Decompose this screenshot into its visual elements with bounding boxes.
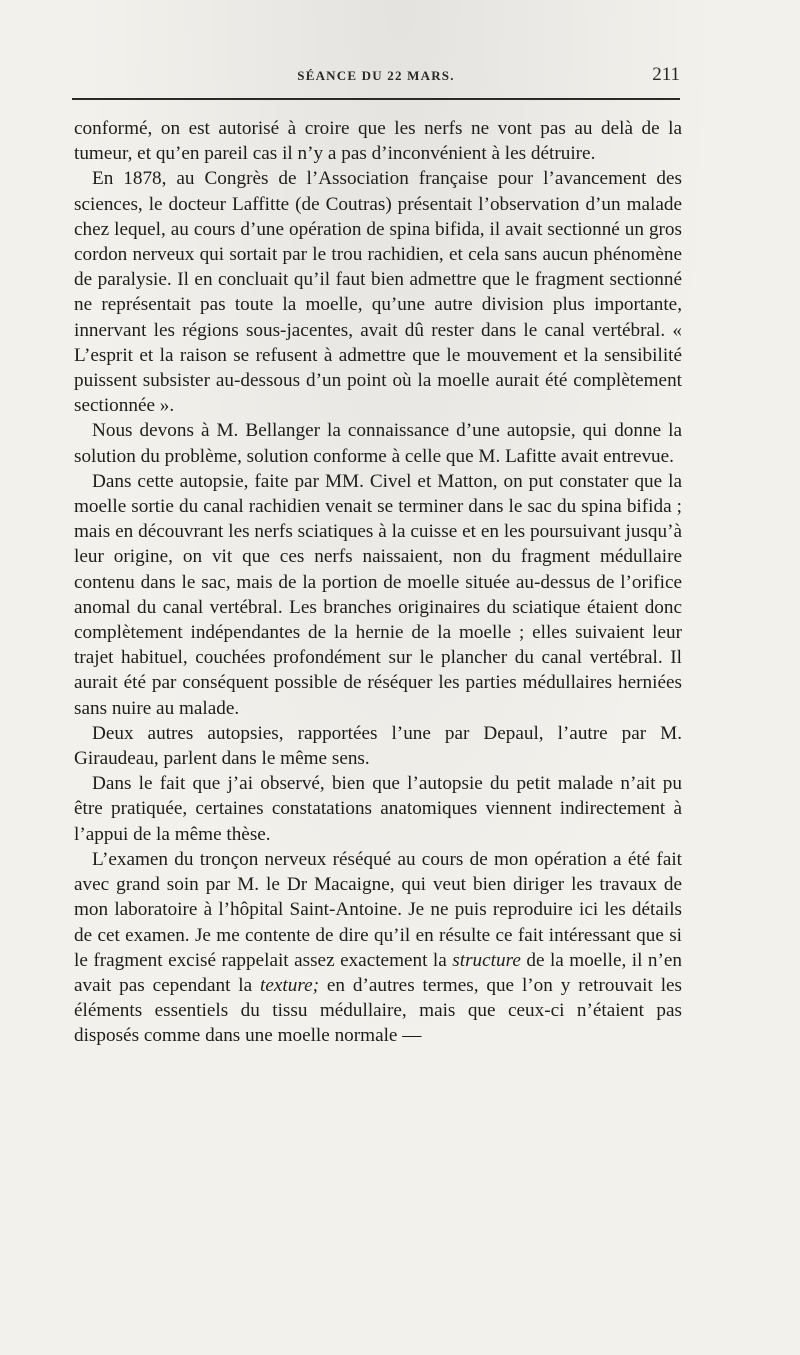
paragraph-text: L’examen du tronçon nerveux réséqué au cours de mon opération a été fait avec grand soin par M. le Dr Macaigne, qui veut bien diriger les travaux de mon laboratoire à l’hôpital Saint-Antoine. Je ne puis reproduire ici les détails de cet examen. Je me contente de dire qu’il en résulte ce fait intéressant que si le fragment excisé rappelait assez exactement la [74, 848, 682, 971]
italic-word-structure: structure [452, 949, 521, 971]
paragraph: En 1878, au Congrès de l’Association française pour l’avancement des sciences, le docteur Laffitte (de Coutras) présentait l’observation d’un malade chez lequel, au cours d’une opération de spina bifida, il avait sectionné un gros cordon nerveux qui sortait par le trou rachidien, et cela sans aucun phénomène de paralysie. Il en concluait qu’il faut bien admettre que le fragment sectionné ne représentait pas toute la moelle, qu’une autre division plus importante, innervant les régions sous-jacentes, avait dû rester dans le canal vertébral. « L’esprit et la raison se refusent à admettre que le mouvement et la sensibilité puissent subsister au-dessous d’un point où la moelle aurait été complètement sectionnée ». [74, 168, 682, 417]
page-header [72, 64, 680, 94]
running-head: SÉANCE DU 22 MARS. [297, 68, 455, 83]
paragraph [74, 847, 682, 1049]
italic-word-texture: texture; [260, 974, 319, 996]
header-rule [72, 98, 680, 100]
body-text [74, 116, 682, 1049]
paragraph: Deux autres autopsies, rapportées l’une par Depaul, l’autre par M. Giraudeau, parlent dans le même sens. [74, 722, 682, 770]
paragraph-text: en d’autres termes, que l’on y retrouvait les éléments essentiels du tissu médullaire, mais que ceux-ci n’étaient pas disposés comme dans une moelle normale — [74, 974, 683, 1047]
paragraph-text: de la moelle, il n’en avait pas cependant la [74, 949, 683, 996]
paragraph: Dans le fait que j’ai observé, bien que l’autopsie du petit malade n’ait pu être pratiquée, certaines constatations anatomiques viennent indirectement à l’appui de la même thèse. [74, 773, 682, 845]
paragraph: conformé, on est autorisé à croire que les nerfs ne vont pas au delà de la tumeur, et qu’en pareil cas il n’y a pas d’inconvénient à les détruire. [74, 118, 682, 165]
paragraph: Nous devons à M. Bellanger la connaissance d’une autopsie, qui donne la solution du problème, solution conforme à celle que M. Lafitte avait entrevue. [74, 420, 682, 467]
paragraph: Dans cette autopsie, faite par MM. Civel et Matton, on put constater que la moelle sortie du canal rachidien venait se terminer dans le sac du spina bifida ; mais en découvrant les nerfs sciatiques à la cuisse et en les poursuivant jusqu’à leur origine, on vit que ces nerfs naissaient, non du fragment médullaire contenu dans le sac, mais de la portion de moelle située au-dessus de l’orifice anomal du canal vertébral. Les branches originaires du sciatique étaient donc complètement indépendantes de la hernie de la moelle ; elles suivaient leur trajet habituel, couchées profondément sur le plancher du canal vertébral. Il aurait été par conséquent possible de réséquer les parties médullaires herniées sans nuire au malade. [74, 470, 682, 719]
page-number: 211 [652, 64, 680, 85]
